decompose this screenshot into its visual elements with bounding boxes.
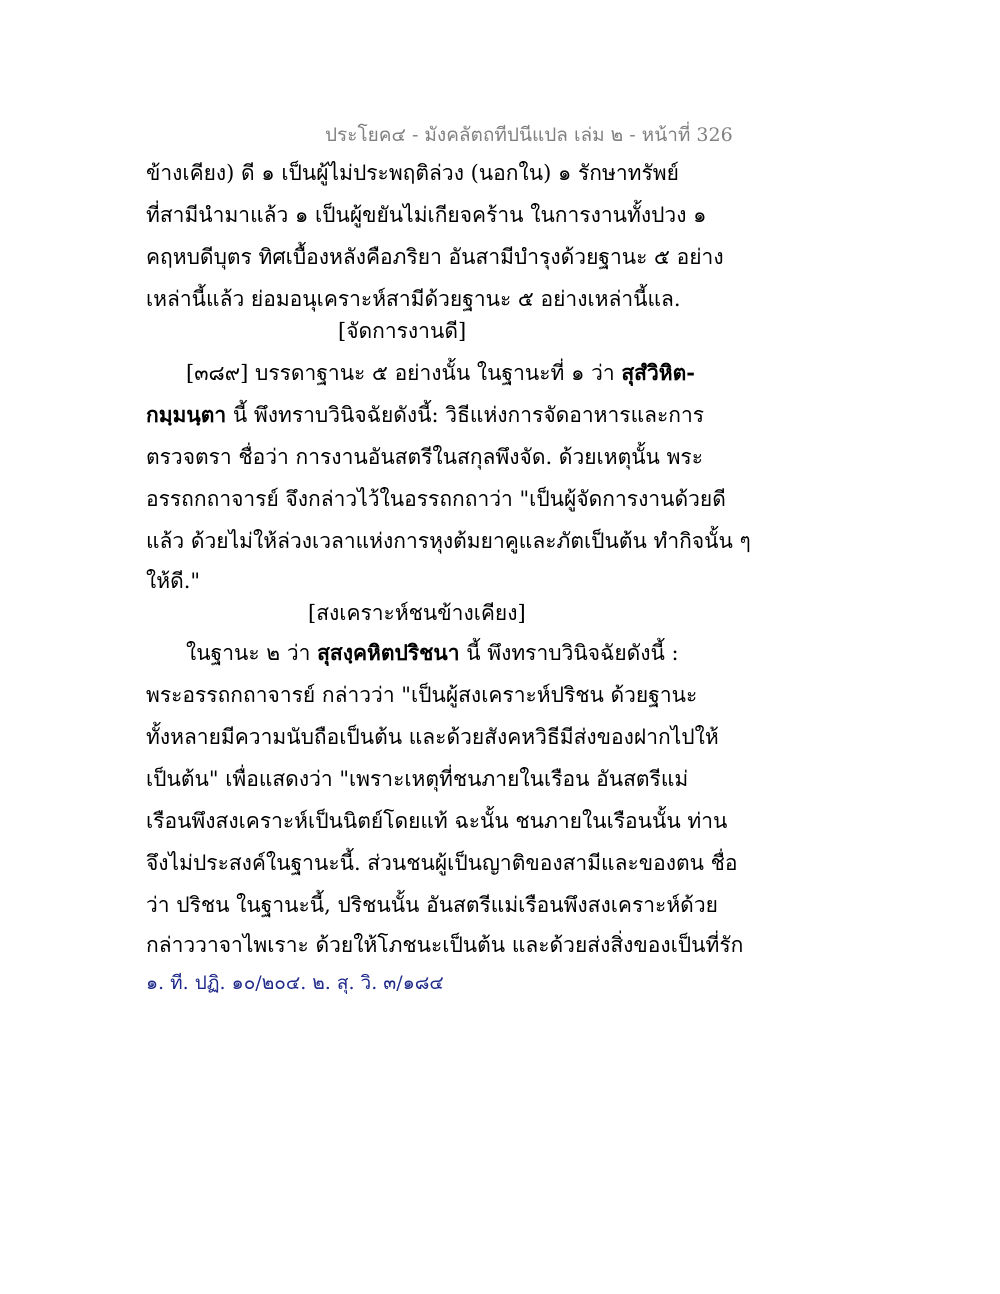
pali-term: สุสงฺคหิตปริชนา [317, 640, 460, 665]
text-line: กล่าววาจาไพเราะ ด้วยให้โภชนะเป็นต้น และด้วยส่งสิ่งของเป็นที่รัก [146, 933, 744, 957]
pali-term: สุสํวิหิต- [621, 360, 695, 385]
text-line: ว่า ปริชน ในฐานะนี้, ปริชนนั้น อันสตรีแม่เรือนพึงสงเคราะห์ด้วย [146, 893, 718, 917]
section-heading: [สงเคราะห์ชนข้างเคียง] [308, 601, 526, 625]
footnote: ๑. ที. ปฏิ. ๑๐/๒๐๔. ๒. สุ. วิ. ๓/๑๘๔ [146, 972, 444, 994]
text-line: เหล่านี้แล้ว ย่อมอนุเคราะห์สามีด้วยฐานะ ๕ อย่างเหล่านี้แล. [146, 287, 681, 311]
text-line: พระอรรถกถาจารย์ กล่าวว่า "เป็นผู้สงเคราะห์ปริชน ด้วยฐานะ [146, 683, 698, 707]
text-line: ให้ดี." [146, 569, 201, 593]
text-line [186, 638, 679, 668]
text-line: เป็นต้น" เพื่อแสดงว่า "เพราะเหตุที่ชนภายในเรือน อันสตรีแม่ [146, 767, 689, 791]
text-line: ทั้งหลายมีความนับถือเป็นต้น และด้วยสังคหวิธีมีส่งของฝากไปให้ [146, 725, 719, 749]
text-span: นี้ พึงทราบวินิจฉัยดังนี้ : [459, 641, 679, 665]
text-line: เรือนพึงสงเคราะห์เป็นนิตย์โดยแท้ ฉะนั้น ชนภายในเรือนนั้น ท่าน [146, 809, 728, 833]
text-line: ที่สามีนำมาแล้ว ๑ เป็นผู้ขยันไม่เกียจคร้าน ในการงานทั้งปวง ๑ [146, 203, 707, 227]
text-line: อรรถกถาจารย์ จึงกล่าวไว้ในอรรถกถาว่า "เป็นผู้จัดการงานด้วยดี [146, 487, 726, 511]
text-span: [๓๘๙] บรรดาฐานะ ๕ อย่างนั้น ในฐานะที่ ๑ ว่า [186, 361, 622, 385]
text-line: แล้ว ด้วยไม่ให้ล่วงเวลาแห่งการหุงต้มยาคูและภัตเป็นต้น ทำกิจนั้น ๆ [146, 529, 751, 553]
text-line: จึงไม่ประสงค์ในฐานะนี้. ส่วนชนผู้เป็นญาติของสามีและของตน ชื่อ [146, 851, 738, 875]
text-line [186, 358, 695, 388]
page-header: ประโยค๔ - มังคลัตถทีปนีแปล เล่ม ๒ - หน้าที่ 326 [325, 124, 733, 146]
text-line: ตรวจตรา ชื่อว่า การงานอันสตรีในสกุลพึงจัด. ด้วยเหตุนั้น พระ [146, 445, 703, 469]
text-span: ในฐานะ ๒ ว่า [186, 641, 318, 665]
text-line: คฤหบดีบุตร ทิศเบื้องหลังคือภริยา อันสามีบำรุงด้วยฐานะ ๕ อย่าง [146, 245, 724, 269]
pali-term: กมฺมนฺตา [146, 402, 227, 427]
text-line: ข้างเคียง) ดี ๑ เป็นผู้ไม่ประพฤติล่วง (นอกใน) ๑ รักษาทรัพย์ [146, 161, 679, 185]
section-heading: [จัดการงานดี] [338, 319, 467, 343]
text-line [146, 400, 704, 430]
text-span: นี้ พึงทราบวินิจฉัยดังนี้: วิธีแห่งการจัดอาหารและการ [226, 403, 705, 427]
